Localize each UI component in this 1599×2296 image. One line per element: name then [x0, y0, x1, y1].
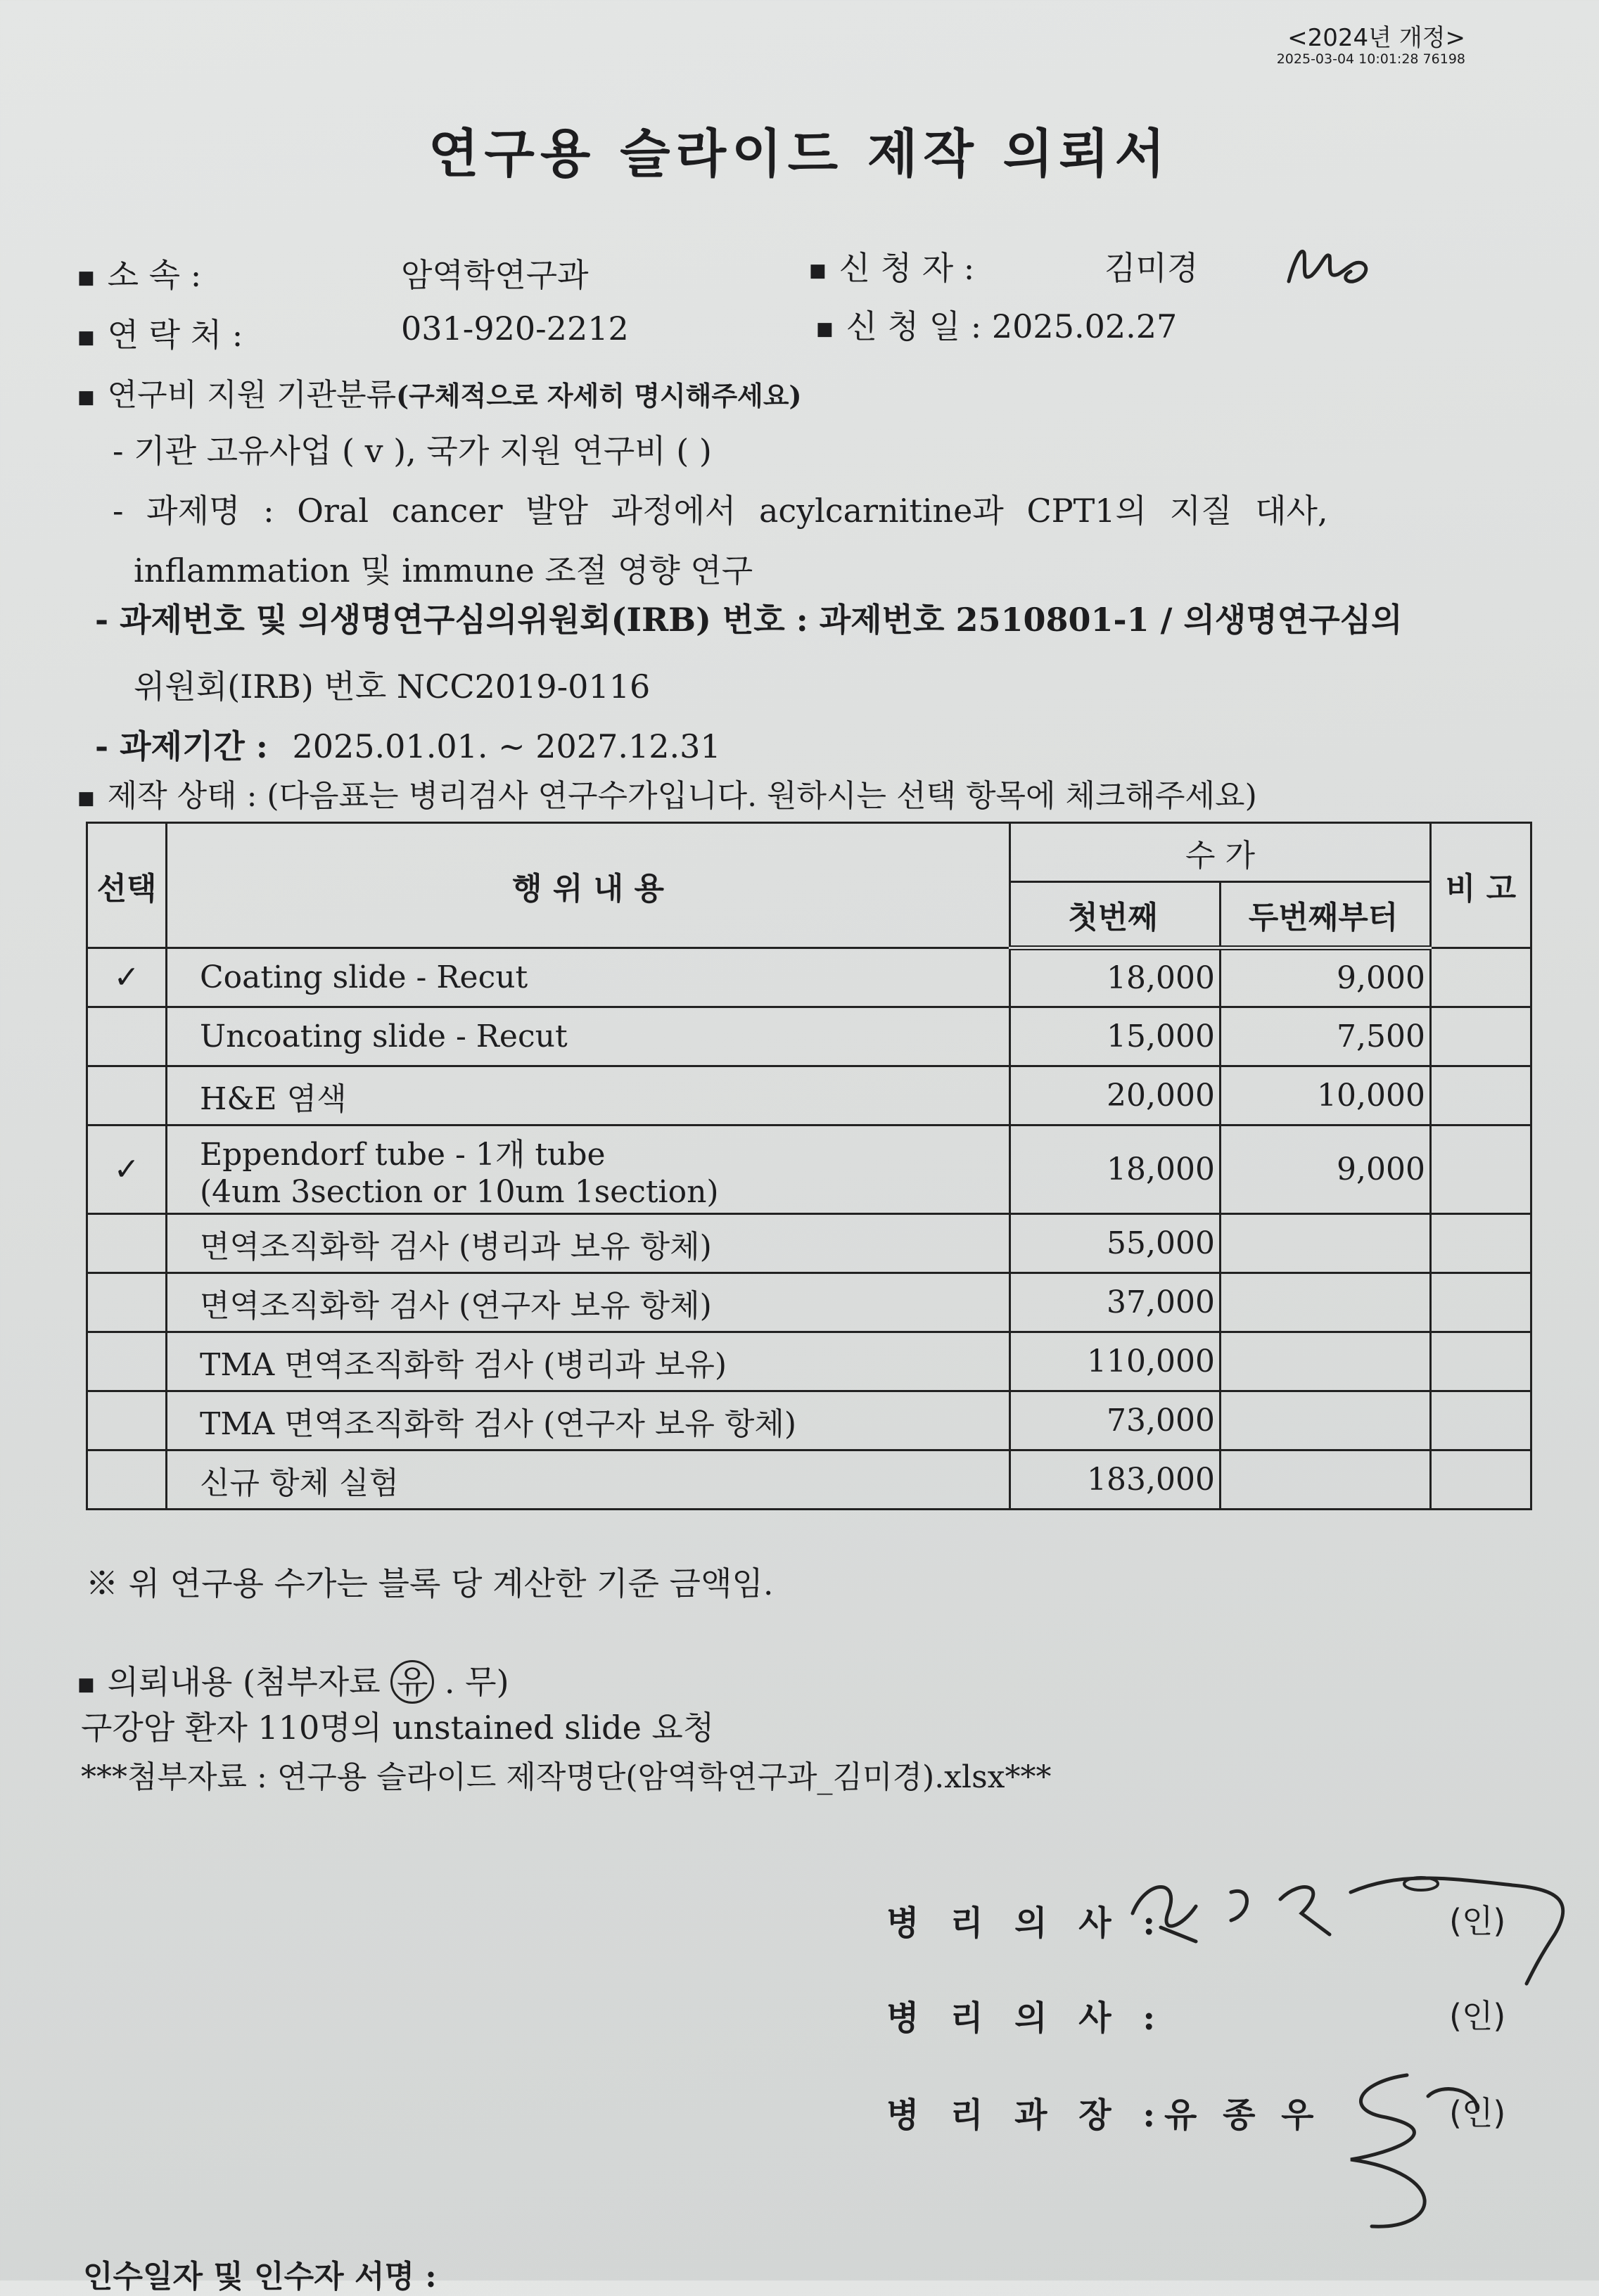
col-first: 첫번째 — [1010, 882, 1221, 948]
table-row — [87, 1125, 1531, 1214]
fee-second — [1221, 1391, 1431, 1450]
select-checkmark: ✓ — [87, 948, 167, 1007]
col-select: 선택 — [87, 823, 167, 948]
col-second: 두번째부터 — [1221, 882, 1431, 948]
action-text: Coating slide - Recut — [200, 959, 528, 995]
note-cell — [1431, 1391, 1531, 1450]
irb-line2: 위원회(IRB) 번호 NCC2019-0116 — [134, 668, 651, 706]
pathologist2-seal: (인) — [1449, 1997, 1506, 2035]
pathologist1-seal: (인) — [1449, 1902, 1506, 1940]
project-title-line1: - 과제명 : Oral cancer 발암 과정에서 acylcarnitine과 CPT1의 지질 대사, — [113, 492, 1328, 530]
fee-first: 37,000 — [1010, 1273, 1221, 1332]
project-period: - 과제기간 : 2025.01.01. ~ 2027.12.31 — [95, 727, 721, 765]
table-row — [87, 948, 1531, 1007]
chief-label: 병 리 과 장 : — [886, 2096, 1166, 2135]
revision-label: <2024년 개정> — [1287, 24, 1465, 52]
action-cell — [167, 1007, 1010, 1066]
applicant-signature — [1280, 232, 1379, 295]
pathologist1-signature — [1119, 1850, 1583, 1991]
fee-second: 9,000 — [1221, 948, 1431, 1007]
fee-first: 20,000 — [1010, 1066, 1221, 1125]
chief-seal: (인) — [1449, 2094, 1506, 2132]
pathologist1-label: 병 리 의 사 : — [886, 1903, 1166, 1943]
applicant-value: 김미경 — [1104, 249, 1199, 287]
fee-first: 15,000 — [1010, 1007, 1221, 1066]
table-row — [87, 1066, 1531, 1125]
fee-table-body — [87, 948, 1531, 1510]
action-text: H&E 염색 — [200, 1080, 347, 1117]
note-cell — [1431, 1332, 1531, 1391]
fee-second — [1221, 1450, 1431, 1510]
action-text: Eppendorf tube - 1개 tube — [200, 1137, 606, 1173]
request-date-value: 2025.02.27 — [991, 307, 1178, 345]
select-checkmark — [87, 1007, 167, 1066]
action-cell — [167, 1214, 1010, 1273]
project-period-value: 2025.01.01. ~ 2027.12.31 — [292, 727, 721, 765]
receipt-signature-label: 인수일자 및 인수자 서명 : — [83, 2259, 437, 2295]
table-row — [87, 1214, 1531, 1273]
table-row — [87, 1332, 1531, 1391]
fee-notice: ※ 위 연구용 수가는 블록 당 계산한 기준 금액임. — [86, 1564, 774, 1602]
fee-second: 7,500 — [1221, 1007, 1431, 1066]
fee-second — [1221, 1273, 1431, 1332]
action-text: 면역조직화학 검사 (병리과 보유 항체) — [200, 1228, 712, 1265]
affiliation-value: 암역학연구과 — [401, 256, 589, 294]
note-cell — [1431, 1125, 1531, 1214]
col-fee: 수 가 — [1010, 823, 1431, 882]
print-timestamp: 2025-03-04 10:01:28 76198 — [1276, 51, 1465, 67]
action-cell — [167, 1450, 1010, 1510]
project-title-line2: inflammation 및 immune 조절 영향 연구 — [134, 551, 753, 589]
action-cell — [167, 948, 1010, 1007]
select-checkmark: ✓ — [87, 1125, 167, 1214]
table-row — [87, 1450, 1531, 1510]
select-checkmark — [87, 1066, 167, 1125]
select-checkmark — [87, 1450, 167, 1510]
irb-line1: - 과제번호 및 의생명연구심의위원회(IRB) 번호 : 과제번호 2510801-1 / 의생명연구심의 — [95, 601, 1403, 639]
select-checkmark — [87, 1391, 167, 1450]
note-cell — [1431, 1066, 1531, 1125]
fee-second — [1221, 1332, 1431, 1391]
fee-first: 18,000 — [1010, 1125, 1221, 1214]
funding-heading: ■ 연구비 지원 기관분류(구체적으로 자세히 명시해주세요) — [77, 377, 802, 413]
request-heading: ■ 의뢰내용 (첨부자료 유 . 무) — [77, 1657, 509, 1704]
fee-first: 55,000 — [1010, 1214, 1221, 1273]
fee-first: 18,000 — [1010, 948, 1221, 1007]
table-row — [87, 1391, 1531, 1450]
affiliation-label: ■ 소 속 : — [77, 256, 202, 294]
fee-second: 10,000 — [1221, 1066, 1431, 1125]
action-cell — [167, 1066, 1010, 1125]
note-cell — [1431, 1007, 1531, 1066]
col-note: 비 고 — [1431, 823, 1531, 948]
production-heading: ■ 제작 상태 : (다음표는 병리검사 연구수가입니다. 원하시는 선택 항목에 체크해주세요) — [77, 778, 1257, 814]
note-cell — [1431, 1273, 1531, 1332]
page-title: 연구용 슬라이드 제작 의뢰서 — [428, 124, 1171, 184]
attachment-yes-circled: 유 — [390, 1660, 434, 1704]
fee-table — [86, 822, 1532, 1510]
applicant-label: ■ 신 청 자 : — [809, 249, 975, 287]
col-action: 행 위 내 용 — [167, 823, 1010, 948]
action-cell — [167, 1391, 1010, 1450]
revision-stamp — [1277, 18, 1465, 67]
action-cell — [167, 1332, 1010, 1391]
action-text: 신규 항체 실험 — [200, 1465, 399, 1501]
request-detail: 구강암 환자 110명의 unstained slide 요청 — [81, 1709, 715, 1747]
action-text: TMA 면역조직화학 검사 (병리과 보유) — [200, 1346, 727, 1383]
note-cell — [1431, 948, 1531, 1007]
chief-name: 유 종 우 — [1164, 2096, 1321, 2135]
fee-first: 183,000 — [1010, 1450, 1221, 1510]
action-text: 면역조직화학 검사 (연구자 보유 항체) — [200, 1287, 712, 1324]
select-checkmark — [87, 1214, 167, 1273]
note-cell — [1431, 1214, 1531, 1273]
pathologist2-label: 병 리 의 사 : — [886, 1998, 1166, 2038]
contact-value: 031-920-2212 — [401, 310, 629, 347]
fee-first: 110,000 — [1010, 1332, 1221, 1391]
action-text: TMA 면역조직화학 검사 (연구자 보유 항체) — [200, 1405, 796, 1442]
table-row — [87, 1007, 1531, 1066]
chief-signature — [1266, 2054, 1548, 2237]
request-date: ■ 신 청 일 : 2025.02.27 — [816, 307, 1178, 345]
fee-second: 9,000 — [1221, 1125, 1431, 1214]
contact-label: ■ 연 락 처 : — [77, 316, 243, 354]
fee-first: 73,000 — [1010, 1391, 1221, 1450]
table-row — [87, 1273, 1531, 1332]
select-checkmark — [87, 1332, 167, 1391]
select-checkmark — [87, 1273, 167, 1332]
fee-second — [1221, 1214, 1431, 1273]
action-cell — [167, 1125, 1010, 1214]
funding-type-line: - 기관 고유사업 ( v ), 국가 지원 연구비 ( ) — [113, 432, 712, 470]
action-cell — [167, 1273, 1010, 1332]
attachment-note: ***첨부자료 : 연구용 슬라이드 제작명단(암역학연구과_김미경).xlsx*** — [81, 1759, 1052, 1795]
action-text: Uncoating slide - Recut — [200, 1019, 568, 1054]
action-text-line2: (4um 3section or 10um 1section) — [200, 1174, 719, 1210]
note-cell — [1431, 1450, 1531, 1510]
